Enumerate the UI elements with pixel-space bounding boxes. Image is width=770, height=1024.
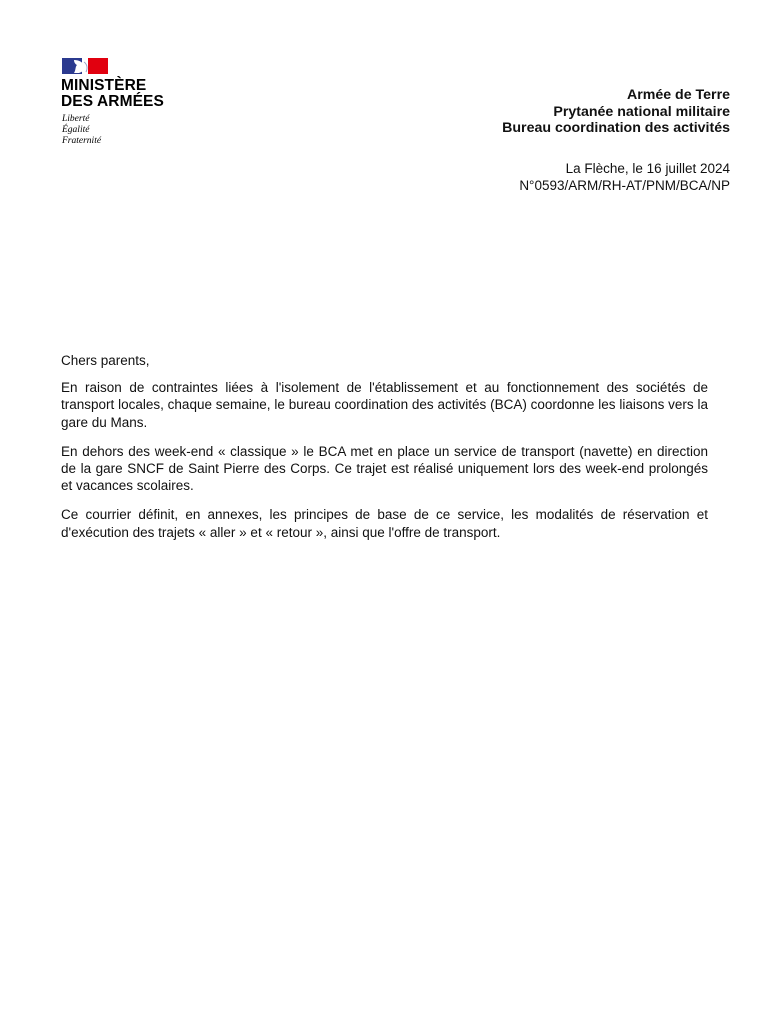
sender-line-army: Armée de Terre bbox=[626, 87, 730, 103]
logo-title-line1: MINISTÈRE bbox=[61, 77, 147, 94]
flag-red-band bbox=[88, 58, 108, 74]
paragraph-3: Ce courrier définit, en annexes, les principes de base de ce service, les modalités de réservation et d'exécution des trajets « aller » et « retour », ainsi que l'offre de transport. bbox=[61, 507, 708, 540]
date-reference-block bbox=[519, 160, 730, 194]
paragraph-2: En dehors des week-end « classique » le BCA met en place un service de transport (navette) en direction de la gare SNCF de Saint Pierre des Corps. Ce trajet est réalisé uniquement lors des week-end prolongés et vacances scolaires. bbox=[61, 443, 708, 494]
motto-egalite: Égalité bbox=[62, 125, 90, 135]
marianne-flag-icon bbox=[62, 58, 108, 74]
letter-body bbox=[61, 352, 708, 553]
sender-header bbox=[502, 87, 730, 137]
logo-motto bbox=[62, 114, 101, 147]
sender-line-prytanee: Prytanée national militaire bbox=[553, 103, 730, 120]
ministry-logo bbox=[60, 56, 184, 152]
sender-line-bureau: Bureau coordination des activités bbox=[502, 120, 730, 136]
logo-title bbox=[61, 78, 164, 110]
letter-date: La Flèche, le 16 juillet 2024 bbox=[565, 161, 730, 176]
motto-fraternite: Fraternité bbox=[62, 136, 102, 146]
letter-reference: N°0593/ARM/RH-AT/PNM/BCA/NP bbox=[519, 178, 730, 193]
paragraph-1: En raison de contraintes liées à l'isolement de l'établissement et au fonctionnement des sociétés de transport locales, chaque semaine, le bureau coordination des activités (BCA) coordonne les liaisons vers la gare du Mans. bbox=[61, 380, 708, 430]
motto-liberte: Liberté bbox=[62, 114, 90, 124]
logo-title-line2: DES ARMÉES bbox=[61, 93, 164, 110]
marianne-hair-icon bbox=[84, 62, 87, 72]
salutation: Chers parents, bbox=[61, 353, 150, 368]
